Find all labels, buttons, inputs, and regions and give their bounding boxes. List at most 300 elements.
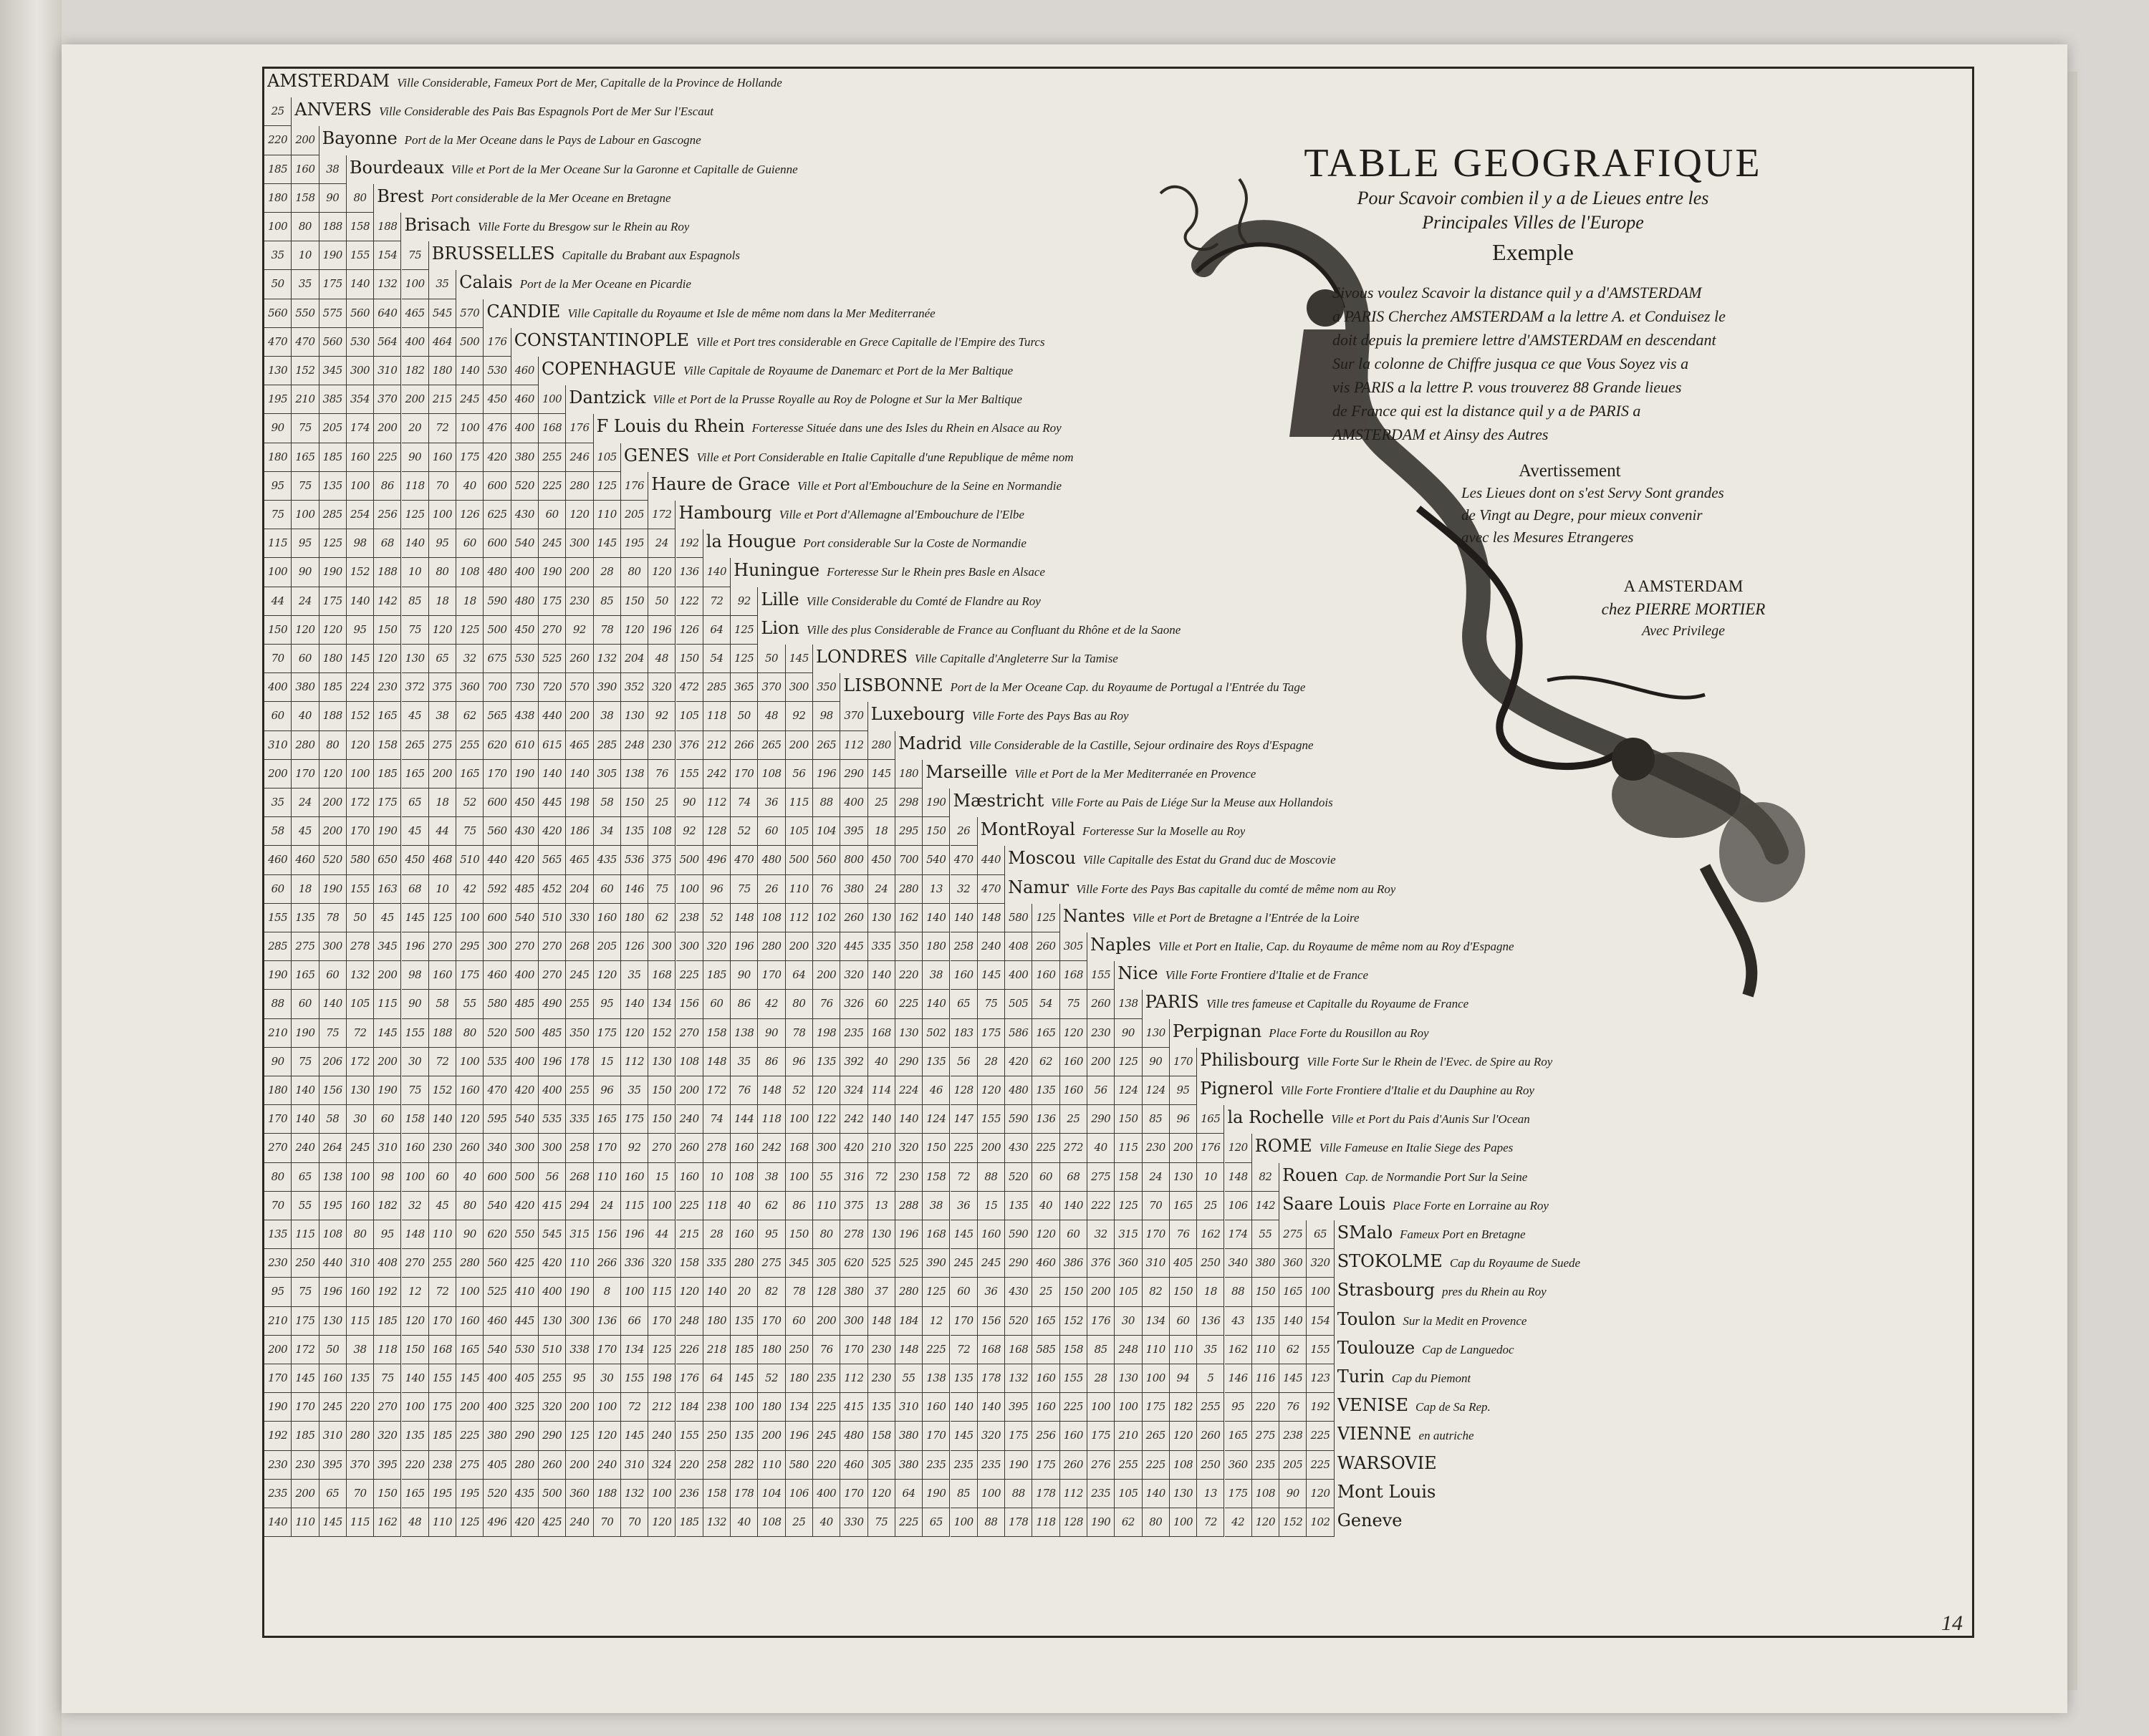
distance-cell: 270: [648, 1134, 676, 1162]
city-description: Ville et Port en Italie, Cap. du Royaume de même nom au Roy d'Espagne: [1158, 940, 1514, 953]
city-row-label: [871, 702, 1129, 730]
distance-cell: 110: [758, 1451, 785, 1480]
distance-cell: 108: [456, 558, 484, 587]
distance-cell: 195: [456, 1480, 484, 1508]
distance-cell: 82: [1252, 1163, 1279, 1192]
distance-cell: 230: [895, 1163, 923, 1192]
distance-cell: 210: [868, 1134, 895, 1162]
distance-cell: 280: [868, 731, 895, 760]
distance-cell: 224: [347, 673, 374, 702]
distance-cell: 345: [374, 932, 401, 961]
distance-cell: 120: [594, 1422, 621, 1450]
distance-cell: 100: [1087, 1393, 1115, 1422]
distance-cell: 230: [868, 1364, 895, 1393]
distance-cell: 132: [703, 1508, 731, 1537]
distance-cell: 158: [292, 184, 319, 213]
distance-cell: 24: [292, 789, 319, 817]
distance-cell: 236: [676, 1480, 703, 1508]
distance-cell: 10: [402, 558, 429, 587]
distance-cell: 40: [813, 1508, 840, 1537]
distance-cell: 170: [292, 1393, 319, 1422]
distance-cell: 625: [484, 501, 511, 529]
distance-cell: 35: [1197, 1336, 1224, 1364]
city-row-label: [1282, 1192, 1549, 1220]
city-description: Ville Forte au Pais de Liége Sur la Meuse aux Hollandois: [1051, 796, 1333, 809]
distance-cell: 250: [1197, 1249, 1224, 1278]
city-row-label: [706, 529, 1027, 557]
distance-cell: 200: [786, 731, 813, 760]
distance-cell: 200: [319, 789, 347, 817]
distance-cell: 540: [511, 1105, 539, 1134]
city-name: Lion: [761, 617, 799, 638]
distance-cell: 445: [840, 932, 867, 961]
distance-cell: 320: [978, 1422, 1005, 1450]
distance-cell: 60: [374, 1105, 401, 1134]
distance-cell: 288: [895, 1192, 923, 1220]
distance-cell: 98: [813, 702, 840, 730]
distance-cell: 248: [676, 1307, 703, 1336]
distance-cell: 230: [566, 587, 593, 616]
distance-cell: 152: [648, 1019, 676, 1048]
distance-cell: 305: [594, 760, 621, 789]
distance-cell: 395: [840, 817, 867, 846]
distance-cell: 118: [1032, 1508, 1059, 1537]
distance-cell: 42: [1225, 1508, 1252, 1537]
distance-cell: 76: [813, 990, 840, 1018]
distance-cell: 100: [731, 1393, 758, 1422]
city-name: Brest: [377, 185, 424, 206]
distance-cell: 126: [456, 501, 484, 529]
distance-cell: 225: [895, 990, 923, 1018]
distance-cell: 172: [648, 501, 676, 529]
distance-cell: 130: [319, 1307, 347, 1336]
distance-cell: 145: [374, 1019, 401, 1048]
distance-cell: 168: [429, 1336, 456, 1364]
distance-cell: 165: [1197, 1105, 1224, 1134]
city-name: Toulon: [1337, 1308, 1396, 1329]
distance-cell: 255: [1115, 1451, 1142, 1480]
distance-cell: 115: [347, 1508, 374, 1537]
distance-cell: 140: [429, 1105, 456, 1134]
distance-cell: 430: [1005, 1278, 1032, 1306]
distance-cell: 90: [319, 184, 347, 213]
distance-cell: 305: [813, 1249, 840, 1278]
distance-cell: 162: [374, 1508, 401, 1537]
city-description: Ville Forte des Pays Bas capitalle du comté de même nom au Roy: [1076, 882, 1396, 896]
distance-cell: 124: [1115, 1076, 1142, 1105]
distance-cell: 138: [923, 1364, 950, 1393]
distance-cell: 106: [786, 1480, 813, 1508]
distance-cell: 400: [539, 1278, 566, 1306]
city-name: Dantzick: [569, 387, 646, 408]
distance-cell: 510: [539, 1336, 566, 1364]
distance-cell: 148: [1225, 1163, 1252, 1192]
distance-cell: 132: [594, 645, 621, 673]
city-description: pres du Rhein au Roy: [1441, 1285, 1547, 1299]
distance-cell: 100: [1115, 1393, 1142, 1422]
distance-cell: 70: [429, 472, 456, 501]
distance-cell: 530: [484, 357, 511, 385]
distance-cell: 162: [1197, 1220, 1224, 1249]
distance-cell: 62: [1032, 1048, 1059, 1076]
city-name: Pignerol: [1200, 1079, 1274, 1099]
distance-cell: 450: [511, 616, 539, 645]
distance-cell: 118: [703, 1192, 731, 1220]
distance-cell: 168: [1060, 961, 1087, 990]
distance-cell: 112: [786, 904, 813, 932]
distance-cell: 162: [895, 904, 923, 932]
distance-cell: 190: [374, 1076, 401, 1105]
distance-cell: 76: [1170, 1220, 1197, 1249]
distance-cell: 275: [429, 731, 456, 760]
distance-cell: 372: [402, 673, 429, 702]
distance-cell: 156: [319, 1076, 347, 1105]
distance-cell: 72: [951, 1336, 978, 1364]
distance-cell: 580: [786, 1451, 813, 1480]
distance-cell: 400: [484, 1393, 511, 1422]
distance-cell: 425: [539, 1508, 566, 1537]
distance-cell: 226: [676, 1336, 703, 1364]
distance-cell: 160: [292, 155, 319, 184]
distance-cell: 265: [1143, 1422, 1170, 1450]
distance-cell: 142: [374, 587, 401, 616]
distance-cell: 50: [347, 904, 374, 932]
city-row-label: [1337, 1393, 1491, 1421]
distance-cell: 230: [292, 1451, 319, 1480]
distance-cell: 250: [1197, 1451, 1224, 1480]
notice-heading: Avertissement: [1519, 461, 1621, 481]
distance-cell: 205: [621, 501, 648, 529]
distance-cell: 134: [648, 990, 676, 1018]
distance-cell: 140: [951, 1393, 978, 1422]
distance-cell: 395: [374, 1451, 401, 1480]
distance-cell: 300: [566, 1307, 593, 1336]
city-description: Ville Capitalle du Royaume et Isle de même nom dans la Mer Mediterranée: [567, 306, 936, 320]
distance-cell: 180: [319, 645, 347, 673]
distance-cell: 290: [539, 1422, 566, 1450]
distance-cell: 220: [264, 126, 292, 155]
distance-cell: 600: [484, 904, 511, 932]
distance-cell: 178: [731, 1480, 758, 1508]
distance-cell: 238: [703, 1393, 731, 1422]
distance-cell: 135: [347, 1364, 374, 1393]
distance-cell: 290: [1087, 1105, 1115, 1134]
distance-cell: 336: [621, 1249, 648, 1278]
distance-cell: 88: [978, 1508, 1005, 1537]
distance-cell: 120: [566, 501, 593, 529]
city-row-label: [597, 414, 1062, 442]
distance-cell: 10: [429, 875, 456, 904]
distance-cell: 88: [978, 1163, 1005, 1192]
city-name: Philisbourg: [1200, 1049, 1300, 1070]
distance-cell: 120: [374, 645, 401, 673]
distance-cell: 158: [374, 731, 401, 760]
distance-cell: 345: [786, 1249, 813, 1278]
distance-cell: 258: [951, 932, 978, 961]
distance-cell: 610: [511, 731, 539, 760]
distance-cell: 168: [539, 414, 566, 443]
city-name: ANVERS: [294, 100, 372, 120]
distance-cell: 175: [978, 1019, 1005, 1048]
distance-cell: 120: [429, 616, 456, 645]
distance-cell: 158: [347, 213, 374, 241]
distance-cell: 275: [456, 1451, 484, 1480]
distance-cell: 104: [758, 1480, 785, 1508]
distance-cell: 230: [868, 1336, 895, 1364]
distance-cell: 115: [786, 789, 813, 817]
distance-cell: 75: [292, 472, 319, 501]
distance-cell: 80: [347, 184, 374, 213]
city-row-label: [1173, 1019, 1429, 1047]
city-description: Cap de Sa Rep.: [1415, 1400, 1491, 1414]
distance-cell: 190: [1005, 1451, 1032, 1480]
distance-cell: 105: [786, 817, 813, 846]
distance-cell: 300: [511, 1134, 539, 1162]
distance-cell: 192: [1307, 1393, 1334, 1422]
distance-cell: 300: [347, 357, 374, 385]
distance-cell: 130: [1170, 1163, 1197, 1192]
distance-cell: 92: [566, 616, 593, 645]
distance-cell: 176: [676, 1364, 703, 1393]
distance-cell: 400: [264, 673, 292, 702]
distance-cell: 135: [731, 1307, 758, 1336]
distance-cell: 140: [621, 990, 648, 1018]
distance-cell: 130: [895, 1019, 923, 1048]
distance-cell: 112: [703, 789, 731, 817]
distance-cell: 152: [347, 702, 374, 730]
distance-cell: 178: [978, 1364, 1005, 1393]
distance-cell: 190: [292, 1019, 319, 1048]
distance-cell: 55: [292, 1192, 319, 1220]
distance-cell: 18: [292, 875, 319, 904]
distance-cell: 85: [402, 587, 429, 616]
distance-cell: 125: [456, 1508, 484, 1537]
distance-cell: 198: [648, 1364, 676, 1393]
distance-cell: 300: [813, 1134, 840, 1162]
distance-cell: 256: [374, 501, 401, 529]
distance-cell: 326: [840, 990, 867, 1018]
distance-cell: 70: [264, 1192, 292, 1220]
distance-cell: 74: [731, 789, 758, 817]
distance-cell: 145: [621, 1422, 648, 1450]
distance-cell: 420: [840, 1134, 867, 1162]
distance-cell: 438: [511, 702, 539, 730]
distance-cell: 130: [264, 357, 292, 385]
distance-cell: 75: [402, 616, 429, 645]
distance-cell: 28: [594, 558, 621, 587]
distance-cell: 435: [594, 846, 621, 874]
distance-cell: 420: [511, 846, 539, 874]
distance-cell: 60: [264, 702, 292, 730]
distance-cell: 76: [813, 875, 840, 904]
distance-cell: 230: [429, 1134, 456, 1162]
distance-cell: 100: [676, 875, 703, 904]
distance-cell: 204: [566, 875, 593, 904]
distance-cell: 52: [703, 904, 731, 932]
distance-cell: 158: [703, 1019, 731, 1048]
distance-cell: 158: [923, 1163, 950, 1192]
distance-cell: 98: [347, 529, 374, 558]
distance-cell: 128: [1060, 1508, 1087, 1537]
distance-cell: 140: [868, 1105, 895, 1134]
distance-cell: 435: [511, 1480, 539, 1508]
distance-cell: 68: [1060, 1163, 1087, 1192]
distance-cell: 82: [758, 1278, 785, 1306]
city-name: Strasbourg: [1337, 1280, 1435, 1301]
distance-cell: 40: [456, 1163, 484, 1192]
distance-cell: 405: [511, 1364, 539, 1393]
distance-cell: 225: [676, 961, 703, 990]
distance-cell: 152: [429, 1076, 456, 1105]
distance-cell: 148: [703, 1048, 731, 1076]
distance-cell: 595: [484, 1105, 511, 1134]
distance-cell: 165: [456, 760, 484, 789]
distance-cell: 145: [868, 760, 895, 789]
distance-cell: 235: [840, 1019, 867, 1048]
publisher-privilege: Avec Privilege: [1641, 623, 1726, 639]
distance-cell: 5: [1197, 1364, 1224, 1393]
distance-cell: 536: [621, 846, 648, 874]
city-name: Madrid: [898, 733, 962, 753]
distance-cell: 95: [758, 1220, 785, 1249]
city-description: Ville Capitalle d'Angleterre Sur la Tamise: [914, 652, 1118, 665]
distance-cell: 300: [539, 1134, 566, 1162]
distance-cell: 460: [840, 1451, 867, 1480]
city-description: Cap. de Normandie Port Sur la Seine: [1345, 1170, 1528, 1184]
distance-cell: 18: [868, 817, 895, 846]
distance-cell: 126: [621, 932, 648, 961]
distance-cell: 530: [511, 1336, 539, 1364]
distance-cell: 240: [292, 1134, 319, 1162]
distance-cell: 110: [292, 1508, 319, 1537]
distance-cell: 12: [923, 1307, 950, 1336]
distance-cell: 155: [402, 1019, 429, 1048]
distance-cell: 272: [1060, 1134, 1087, 1162]
distance-cell: 300: [566, 529, 593, 558]
distance-cell: 168: [868, 1019, 895, 1048]
distance-cell: 163: [374, 875, 401, 904]
distance-cell: 132: [347, 961, 374, 990]
distance-cell: 105: [347, 990, 374, 1018]
distance-cell: 480: [1005, 1076, 1032, 1105]
distance-cell: 176: [1087, 1307, 1115, 1336]
distance-cell: 165: [1225, 1422, 1252, 1450]
distance-cell: 35: [621, 1076, 648, 1105]
distance-cell: 225: [951, 1134, 978, 1162]
distance-cell: 50: [758, 645, 785, 673]
distance-cell: 40: [292, 702, 319, 730]
distance-cell: 156: [978, 1307, 1005, 1336]
distance-cell: 56: [786, 760, 813, 789]
distance-cell: 10: [1197, 1163, 1224, 1192]
distance-cell: 35: [264, 789, 292, 817]
distance-cell: 420: [511, 1192, 539, 1220]
distance-cell: 72: [703, 587, 731, 616]
distance-cell: 184: [676, 1393, 703, 1422]
distance-cell: 110: [1143, 1336, 1170, 1364]
distance-cell: 175: [1032, 1451, 1059, 1480]
city-description: Cap du Royaume de Suede: [1449, 1256, 1581, 1270]
distance-cell: 92: [731, 587, 758, 616]
distance-cell: 360: [456, 673, 484, 702]
distance-cell: 155: [676, 1422, 703, 1450]
distance-cell: 490: [539, 990, 566, 1018]
notice-text: [1461, 460, 1724, 549]
distance-cell: 265: [402, 731, 429, 760]
distance-cell: 316: [840, 1163, 867, 1192]
city-row-label: [624, 443, 1074, 471]
distance-cell: 270: [402, 1249, 429, 1278]
distance-cell: 80: [456, 1192, 484, 1220]
distance-cell: 540: [511, 904, 539, 932]
distance-cell: 120: [676, 1278, 703, 1306]
distance-cell: 310: [347, 1249, 374, 1278]
distance-cell: 450: [402, 846, 429, 874]
distance-cell: 145: [951, 1422, 978, 1450]
distance-cell: 98: [402, 961, 429, 990]
distance-cell: 70: [594, 1508, 621, 1537]
distance-cell: 324: [648, 1451, 676, 1480]
distance-cell: 315: [566, 1220, 593, 1249]
distance-cell: 32: [1087, 1220, 1115, 1249]
distance-cell: 160: [1060, 1048, 1087, 1076]
distance-cell: 225: [895, 1508, 923, 1537]
distance-cell: 266: [594, 1249, 621, 1278]
distance-cell: 224: [895, 1076, 923, 1105]
distance-cell: 184: [895, 1307, 923, 1336]
distance-cell: 200: [374, 961, 401, 990]
distance-cell: 150: [786, 1220, 813, 1249]
distance-cell: 75: [1060, 990, 1087, 1018]
distance-cell: 268: [566, 932, 593, 961]
distance-cell: 130: [539, 1307, 566, 1336]
city-description: Port considerable de la Mer Oceane en Bretagne: [431, 191, 671, 205]
distance-cell: 564: [374, 328, 401, 357]
distance-cell: 290: [511, 1422, 539, 1450]
distance-cell: 530: [511, 645, 539, 673]
distance-cell: 190: [319, 875, 347, 904]
city-row-label: [1337, 1278, 1547, 1306]
distance-cell: 192: [374, 1278, 401, 1306]
distance-cell: 18: [429, 587, 456, 616]
distance-cell: 175: [1143, 1393, 1170, 1422]
distance-cell: 18: [429, 789, 456, 817]
distance-cell: 352: [621, 673, 648, 702]
distance-cell: 46: [923, 1076, 950, 1105]
distance-cell: 140: [402, 529, 429, 558]
distance-cell: 242: [840, 1105, 867, 1134]
city-row-label: [1200, 1048, 1552, 1076]
distance-cell: 485: [511, 875, 539, 904]
distance-cell: 200: [1087, 1278, 1115, 1306]
distance-cell: 52: [456, 789, 484, 817]
distance-cell: 268: [566, 1163, 593, 1192]
distance-cell: 60: [539, 501, 566, 529]
distance-cell: 590: [1005, 1220, 1032, 1249]
distance-cell: 145: [319, 1508, 347, 1537]
distance-cell: 44: [264, 587, 292, 616]
city-row-label: [350, 155, 798, 183]
city-name: la Hougue: [706, 531, 797, 552]
distance-cell: 66: [621, 1307, 648, 1336]
distance-cell: 400: [511, 961, 539, 990]
distance-cell: 160: [347, 1278, 374, 1306]
distance-cell: 560: [347, 299, 374, 328]
distance-cell: 172: [703, 1076, 731, 1105]
distance-cell: 42: [758, 990, 785, 1018]
distance-cell: 165: [456, 1336, 484, 1364]
city-description: Ville et Port de Bretagne a l'Entrée de la Loire: [1132, 910, 1360, 925]
